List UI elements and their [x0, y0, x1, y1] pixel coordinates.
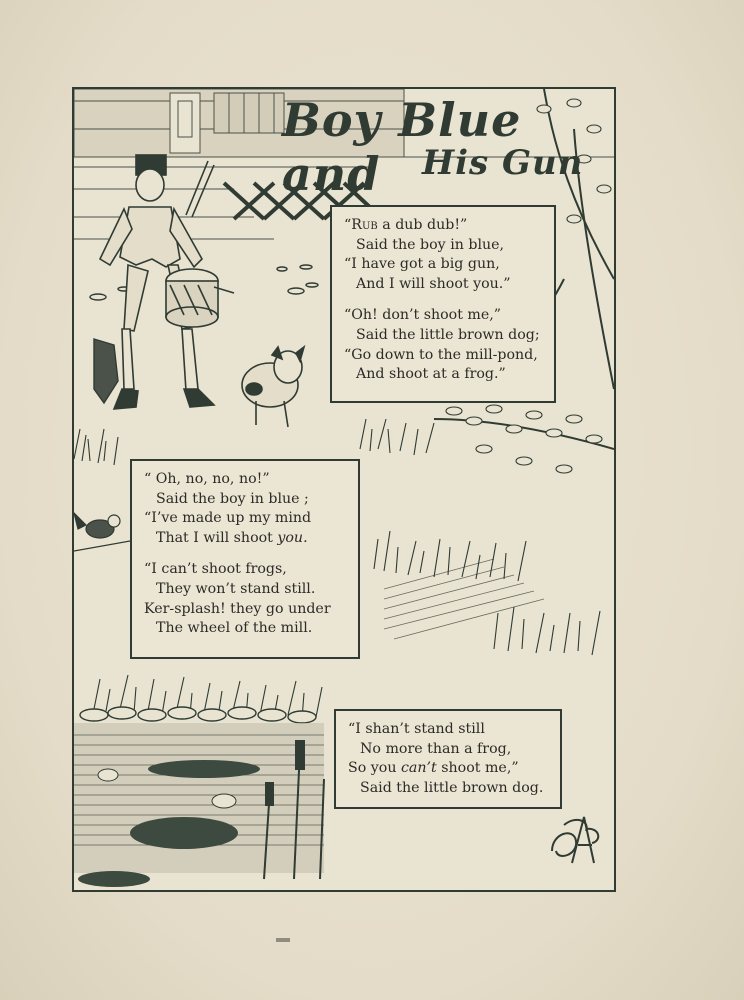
- open-quote: “: [344, 217, 352, 233]
- verse-2-line-2: Said the boy in blue ;: [156, 490, 309, 507]
- line-rest: a dub dub!”: [377, 217, 468, 233]
- verse-2-line-3: “I’ve made up my mind: [144, 510, 312, 527]
- pond: [74, 723, 324, 887]
- stone-wall: [80, 707, 316, 723]
- verse-2-line-4: [144, 529, 348, 549]
- emphasis: you.: [277, 529, 308, 546]
- verse-2-line-8: The wheel of the mill.: [156, 620, 313, 637]
- verse-box-2: [130, 459, 360, 659]
- stanza-gap: [344, 294, 544, 306]
- verse-1-line-2: Said the boy in blue,: [356, 236, 505, 253]
- dog-figure: [242, 347, 304, 427]
- verse-1-line-6: Said the little brown dog;: [356, 326, 540, 343]
- line-text: That I will shoot: [156, 529, 278, 546]
- verse-box-1: [330, 205, 556, 403]
- verse-2-line-6: They won’t stand still.: [156, 580, 316, 597]
- stanza-gap: [144, 548, 348, 560]
- verse-2-line-7: Ker-splash! they go under: [144, 600, 331, 617]
- verse-2-line-1: “ Oh, no, no, no!”: [144, 471, 270, 487]
- emphasis: can’t: [400, 760, 437, 777]
- title-line-1: Boy Blue and: [282, 93, 522, 201]
- illustration-frame: [72, 87, 616, 892]
- verse-1-line-1: [344, 216, 544, 236]
- verse-2-line-5: “I can’t shoot frogs,: [144, 561, 287, 578]
- verse-3-line-3: [348, 759, 550, 779]
- boy-figure: [100, 155, 234, 409]
- line-text: So you: [348, 760, 401, 777]
- verse-box-3: [334, 709, 562, 809]
- verse-1-line-4: And I will shoot you.”: [356, 275, 511, 292]
- bird: [74, 513, 130, 551]
- verse-3-line-4: Said the little brown dog.: [360, 779, 544, 796]
- verse-3-line-1: “I shan’t stand still: [348, 721, 485, 737]
- drop-letter: R: [351, 217, 362, 233]
- verse-1-line-7: “Go down to the mill-pond,: [344, 346, 538, 363]
- first-word-rest: ub: [361, 217, 378, 233]
- line-text: shoot me,”: [436, 760, 519, 777]
- verse-3-line-2: No more than a frog,: [360, 740, 512, 757]
- verse-1-line-8: And shoot at a frog.”: [356, 366, 506, 383]
- paper-mark: [276, 938, 290, 942]
- verse-1-line-5: “Oh! don’t shoot me,”: [344, 307, 502, 324]
- title-line-2: His Gun: [422, 143, 584, 183]
- artist-monogram: [546, 811, 604, 871]
- cat-figure: [94, 339, 118, 403]
- verse-1-line-3: “I have got a big gun,: [344, 256, 500, 273]
